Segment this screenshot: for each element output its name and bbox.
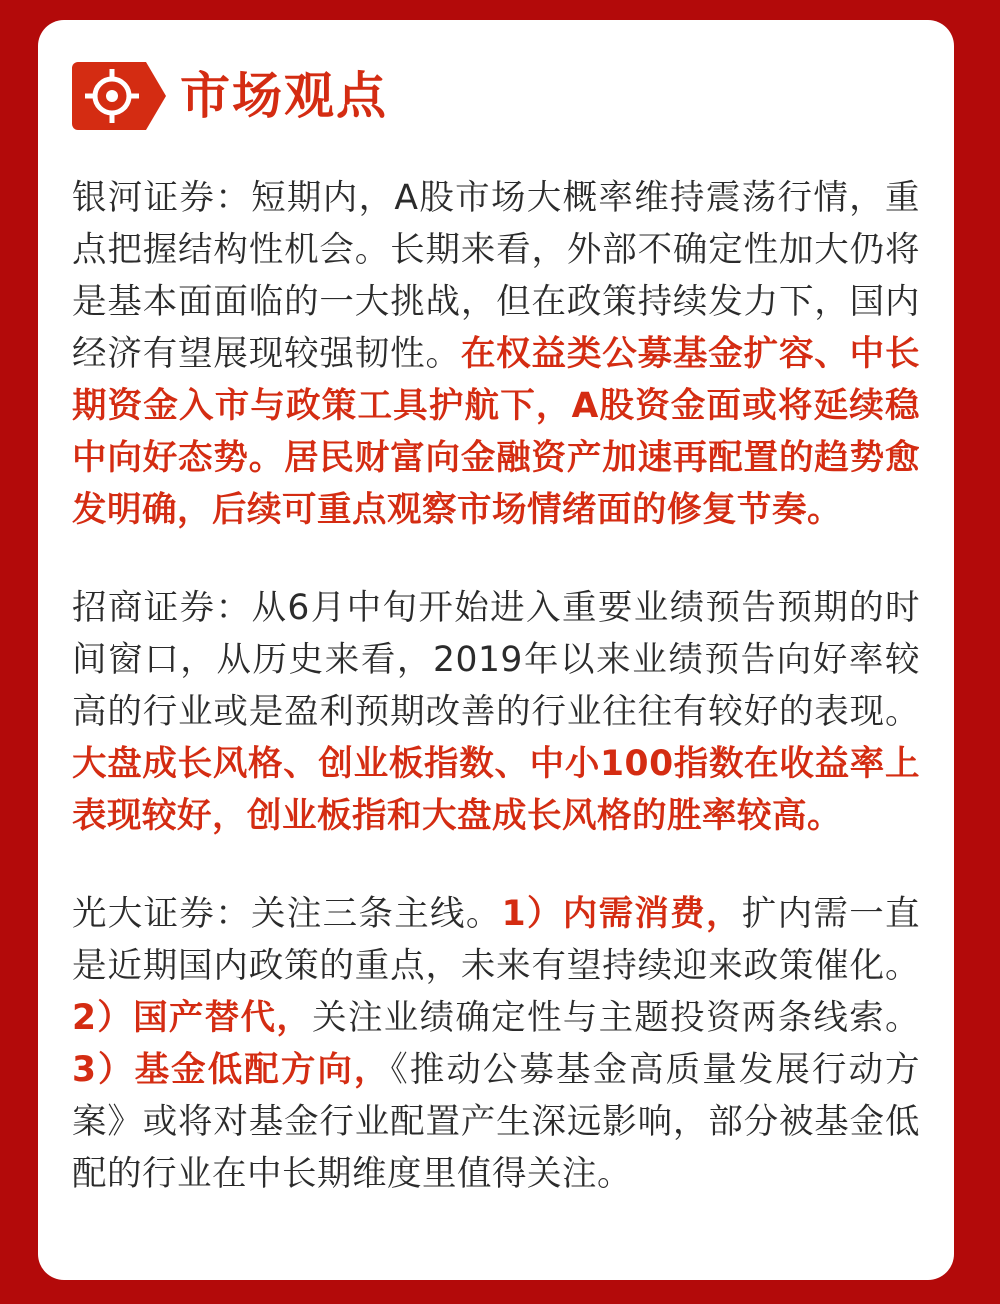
paragraph-text: 光大证券：关注三条主线。 (72, 894, 502, 934)
paragraph-text: 扩内需一直是近期国内政策的重点，未来有望持续迎来政策催化。 (72, 894, 921, 986)
content-card (38, 20, 954, 1280)
paragraph-text: 银河证券：短期内，A股市场大概率维持震荡行情，重点把握结构性机会。长期来看，外部不确定性加大仍将是基本面面临的一大挑战，但在政策持续发力下，国内经济有望展现较强韧性。 (72, 178, 920, 374)
page-title: 市场观点 (180, 67, 388, 125)
section-header (72, 60, 920, 132)
paragraph-highlight: 在权益类公募基金扩容、中长期资金入市与政策工具护航下，A股资金面或将延续稳中向好态势。居民财富向金融资产加速再配置的趋势愈发明确，后续可重点观察市场情绪面的修复节奏。 (72, 334, 921, 530)
paragraph-galaxy-securities (72, 172, 920, 536)
paragraph-text: 关注业绩确定性与主题投资两条线索。 (312, 998, 920, 1038)
paragraph-highlight: 3）基金低配方向， (72, 1050, 391, 1090)
paragraph-china-merchants-securities (72, 582, 920, 842)
target-icon (72, 62, 166, 130)
paragraph-text: 《推动公募基金高质量发展行动方案》或将对基金行业配置产生深远影响，部分被基金低配的行业在中长期维度里值得关注。 (72, 1050, 920, 1194)
paragraph-highlight: 大盘成长风格、创业板指数、中小100指数在收益率上表现较好，创业板指和大盘成长风格的胜率较高。 (72, 744, 920, 836)
paragraph-highlight: 2）国产替代， (72, 998, 313, 1038)
paragraph-everbright-securities (72, 888, 920, 1200)
paragraph-text: 招商证券：从6月中旬开始进入重要业绩预告预期的时间窗口，从历史来看，2019年以来业绩预告向好率较高的行业或是盈利预期改善的行业往往有较好的表现。 (72, 588, 920, 732)
paragraph-highlight: 1）内需消费， (501, 894, 742, 934)
